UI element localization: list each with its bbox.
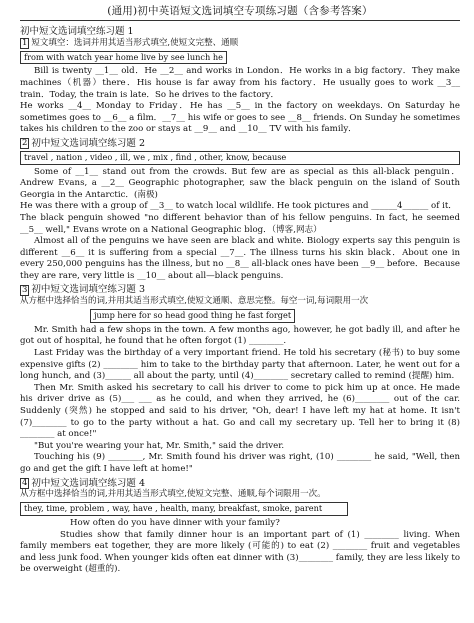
section-1-paragraph-2: He works __4__ Monday to Friday．He has __5__ in the factory on weekdays. On Saturday he sometimes goes to __6__ a film．__7__ his wife or goes to see __8__ friends. On Sunday he sometimes takes his children to the zoo or stays at __9__ and __10__ TV with his family． [20, 101, 460, 135]
section-1 [20, 26, 460, 136]
section-1-word-bank: from with watch year home live by see lunch he [20, 51, 227, 65]
section-2 [20, 138, 460, 283]
section-2-paragraph-3: The black penguin showed "no different behavior than of his fellow penguins. In fact, he seemed __5__ well," Evans wrote on a National Geographic blog．（博客,网志） [20, 212, 460, 235]
section-3-title: 初中短文选词填空练习题 3 [31, 284, 145, 296]
section-1-paragraph-1: Bill is twenty __1__ old．He __2__ and works in London．He works in a big factory．They make machines（机器）there．His house is far away from his factory．He usually goes to work __3__ train．Today, the train is late．So he drives to the factory． [20, 66, 460, 100]
section-4 [20, 478, 460, 576]
section-3-paragraph-3: Then Mr. Smith asked his secretary to call his driver to come to pick him up at once. He made his driver drive as (5)___ ___ as he could, and when they arrived, he (6)________ out of the car. Suddenly (突然) he stopped and said to his driver, "Oh, dear! I have left my hat at home. It isn't (7)________ to go to the party without a hat. Go and call my secretary up. Tell her to bring it (8) ________ at once!" [20, 382, 460, 440]
section-3 [20, 284, 460, 475]
section-3-paragraph-2: Last Friday was the birthday of a very important friend. He told his secretary (秘书) to buy some expensive gifts (2) ________ him to take to the birthday party that afternoon. Later, he went out for a long hunch, and (3)______ all about the party, until (4)________ secretary called to remind (提醒) him. [20, 348, 460, 382]
section-3-paragraph-1: Mr. Smith had a few shops in the town. A few months ago, however, he got badly ill, and after he got out of hospital, he found that he often forgot (1) ________. [20, 324, 460, 347]
section-1-instruction: 短文填空：选词并用其适当形式填空,使短文完整、通顺 [31, 37, 239, 48]
section-4-paragraph-1: How often do you have dinner with your family? [70, 517, 280, 528]
section-3-paragraph-5: Touching his (9) ________, Mr. Smith found his driver was right, (10) ________ he said, "Well, then go and get the gift I have left at home!" [20, 452, 460, 474]
section-4-title-row [20, 478, 460, 490]
section-2-paragraph-4: Almost all of the penguins we have seen are black and white. Biology experts say this penguin is different __6__ it is suffering from a special __7__. The illness turns his skin black．About one in every 250,000 penguins has the illness, but no __8__ all-black ones have been __9__ before．Because they are rare, very little is __10__ about all—black penguins. [20, 236, 460, 281]
document-title: (通用)初中英语短文选词填空专项练习题（含参考答案） [107, 5, 373, 17]
section-4-word-bank: they, time, problem , way, have , health, many, breakfast, smoke, parent [20, 502, 348, 516]
section-4-instruction: 从方框中选择恰当的词,并用其适当形式填空,使短文完整、通顺,每个词限用一次。 [20, 489, 326, 500]
section-4-paragraph-2: Studies show that family dinner hour is an important part of (1) ________ living. When family members eat together, they are more likely (可能的) to eat (2) ________ fruit and vegetables and less junk food. When younger kids often eat dinner with (3)________ family, they are less likely to be overweight (超重的). [20, 529, 460, 575]
section-1-instruction-row [20, 38, 460, 50]
section-2-word-bank: travel , nation , video , ill, we , mix , find , other, know, because [20, 151, 460, 165]
section-3-number-box: 3 [22, 284, 28, 295]
section-4-number-box: 4 [22, 477, 28, 488]
section-2-title-row [20, 138, 460, 150]
section-2-title: 初中短文选词填空练习题 2 [31, 137, 145, 149]
section-4-title: 初中短文选词填空练习题 4 [31, 477, 145, 489]
section-3-instruction: 从方框中选择恰当的词,并用其适当形式填空,使短文通顺、意思完整。每空一词,每词限用一次 [20, 296, 369, 307]
section-2-paragraph-1: Some of __1__ stand out from the crowds. But few are as special as this all-black penguin．Andrew Evans, a __2__ Geographic photographer, saw the black penguin on the island of South Georgia in the Antarctic．(南极) [20, 166, 460, 200]
section-3-title-row [20, 284, 460, 296]
section-3-paragraph-4: "But you're wearing your hat, Mr. Smith," said the driver. [34, 440, 285, 451]
section-1-title: 初中短文选词填空练习题 1 [20, 26, 134, 37]
title-rule [20, 20, 460, 21]
section-2-number-box: 2 [22, 138, 28, 149]
section-1-number-box: 1 [22, 38, 28, 49]
section-3-word-bank: jump here for so head good thing he fast forget [90, 309, 295, 323]
section-2-paragraph-2: He was there with a group of __3__ to watch local wildlife. He took pictures and ______4______ of it． [20, 201, 457, 212]
